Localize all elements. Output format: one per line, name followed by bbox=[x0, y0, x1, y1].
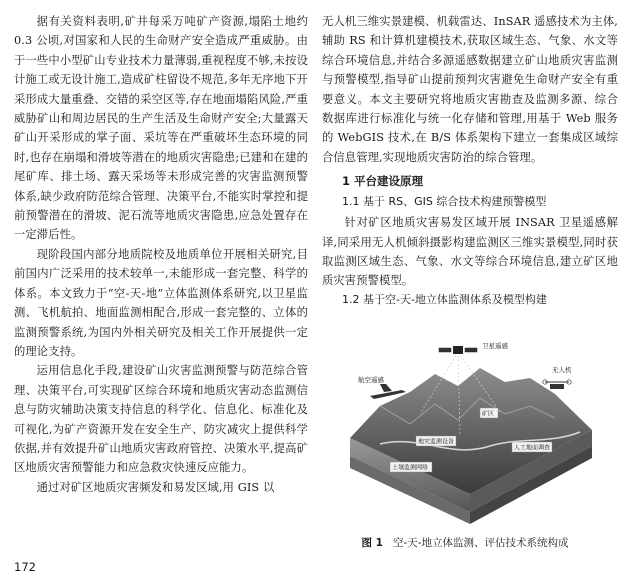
label-drone: 无人机 bbox=[552, 366, 572, 374]
paragraph: 现阶段国内部分地质院校及地质单位开展相关研究,目前国内广泛采用的技术较单一,未能形成一套完整、科学的体系。本文致力于“空-天-地”立体监测体系研究,以卫星监测、飞机航拍、地面监测相配合,形成一套完整的、立体的监测预警系统,为国内外相关研究及相关工作开展提供一定的理论支持。 bbox=[14, 247, 308, 358]
figure-number: 图 1 bbox=[361, 537, 383, 549]
paragraph: 通过对矿区地质灾害频发和易发区域,用 GIS 以 bbox=[36, 480, 275, 494]
satellite-icon bbox=[439, 346, 477, 354]
left-column bbox=[14, 12, 308, 497]
drone-icon bbox=[543, 380, 571, 389]
paragraph: 针对矿区地质灾害易发区域开展 INSAR 卫星遥感解译,同采用无人机倾斜摄影构建监测区三维实景模型,同时获取监测区域生态、气象、水文等综合环境信息,建立矿区地质灾害预警模型。 bbox=[322, 216, 618, 288]
figure-illustration bbox=[340, 334, 600, 524]
paragraph: 无人机三维实景建模、机载雷达、InSAR 遥感技术为主体,辅助 RS 和计算机建模技术,获取区域生态、气象、水文等综合环境信息,并结合多源遥感数据建立矿山地质灾害监测与预警模型,指导矿山提前预判灾害避免生命财产安全有重要意义。本文主要研究将地质灾害勘查及监测多源、综合数据库进行标准化与统一化存储和管理,用基于 Web 服务的 WebGIS 技术,在 B/S 体系架构下建立一套集成区域综合信息管理,实现地质灾害防治的综合管理。 bbox=[322, 15, 618, 164]
subsection-title: 1.1 基于 RS、GIS 综合技术构建预警模型 bbox=[342, 195, 547, 209]
label-ground-equipment: 地灾监测设备 bbox=[418, 438, 455, 446]
label-manual-monitoring: 人工地面调查 bbox=[514, 444, 551, 452]
paragraph: 据有关资料表明,矿井每采万吨矿产资源,塌陷土地约 0.3 公顷,对国家和人民的生命财产安全造成严重威胁。由于一些中小型矿山专业技术力量薄弱,重视程度不够,未按设计施工或无设计施工,造成矿柱留设不规范,多年无序地下开采形成大量重叠、交错的采空区等,存在地面塌陷风险,严重威胁矿山和周边居民的生产生活及生命财产安全;大量露天矿山开采形成的掌子面、采坑等在严重破坏生态环境的同时,也存在崩塌和滑坡等潜在的地质灾害隐患;已建和在建的尾矿库、排土场、露天采场等未形成完善的灾害监测预警体系,缺少政府防范综合管理、决策平台,不能实时掌控和提前预警潜在的滑坡、泥石流等地质灾害隐患,应急处置存在一定滞后性。 bbox=[14, 15, 308, 242]
figure-caption-text: 空-天-地立体监测、评估技术系统构成 bbox=[392, 537, 569, 549]
figure-caption bbox=[322, 535, 618, 550]
right-column bbox=[322, 12, 618, 311]
label-soil-network: 土壤监测网络 bbox=[392, 464, 429, 472]
label-aircraft: 航空遥感 bbox=[358, 376, 384, 384]
subsection-title: 1.2 基于空-天-地立体监测体系及模型构建 bbox=[342, 292, 547, 306]
label-mine-area: 矿区 bbox=[482, 410, 495, 418]
section-title: 1 平台建设原理 bbox=[342, 174, 424, 189]
label-satellite: 卫星遥感 bbox=[482, 342, 508, 350]
page-number: 172 bbox=[14, 560, 36, 574]
figure-monitoring-system bbox=[340, 334, 600, 524]
paragraph: 运用信息化手段,建设矿山灾害监测预警与防范综合管理、决策平台,可实现矿区综合环境和地质灾害动态监测信息与防灾辅助决策支持信息的科学化、信息化、标准化及可视化,为矿产资源开发在安全生产、防灾减灾上提供科学依据,并有效提升矿山地质灾害政府管控、决策水平,提高矿区地质灾害预警能力和应急救灾快速反应能力。 bbox=[14, 364, 308, 475]
